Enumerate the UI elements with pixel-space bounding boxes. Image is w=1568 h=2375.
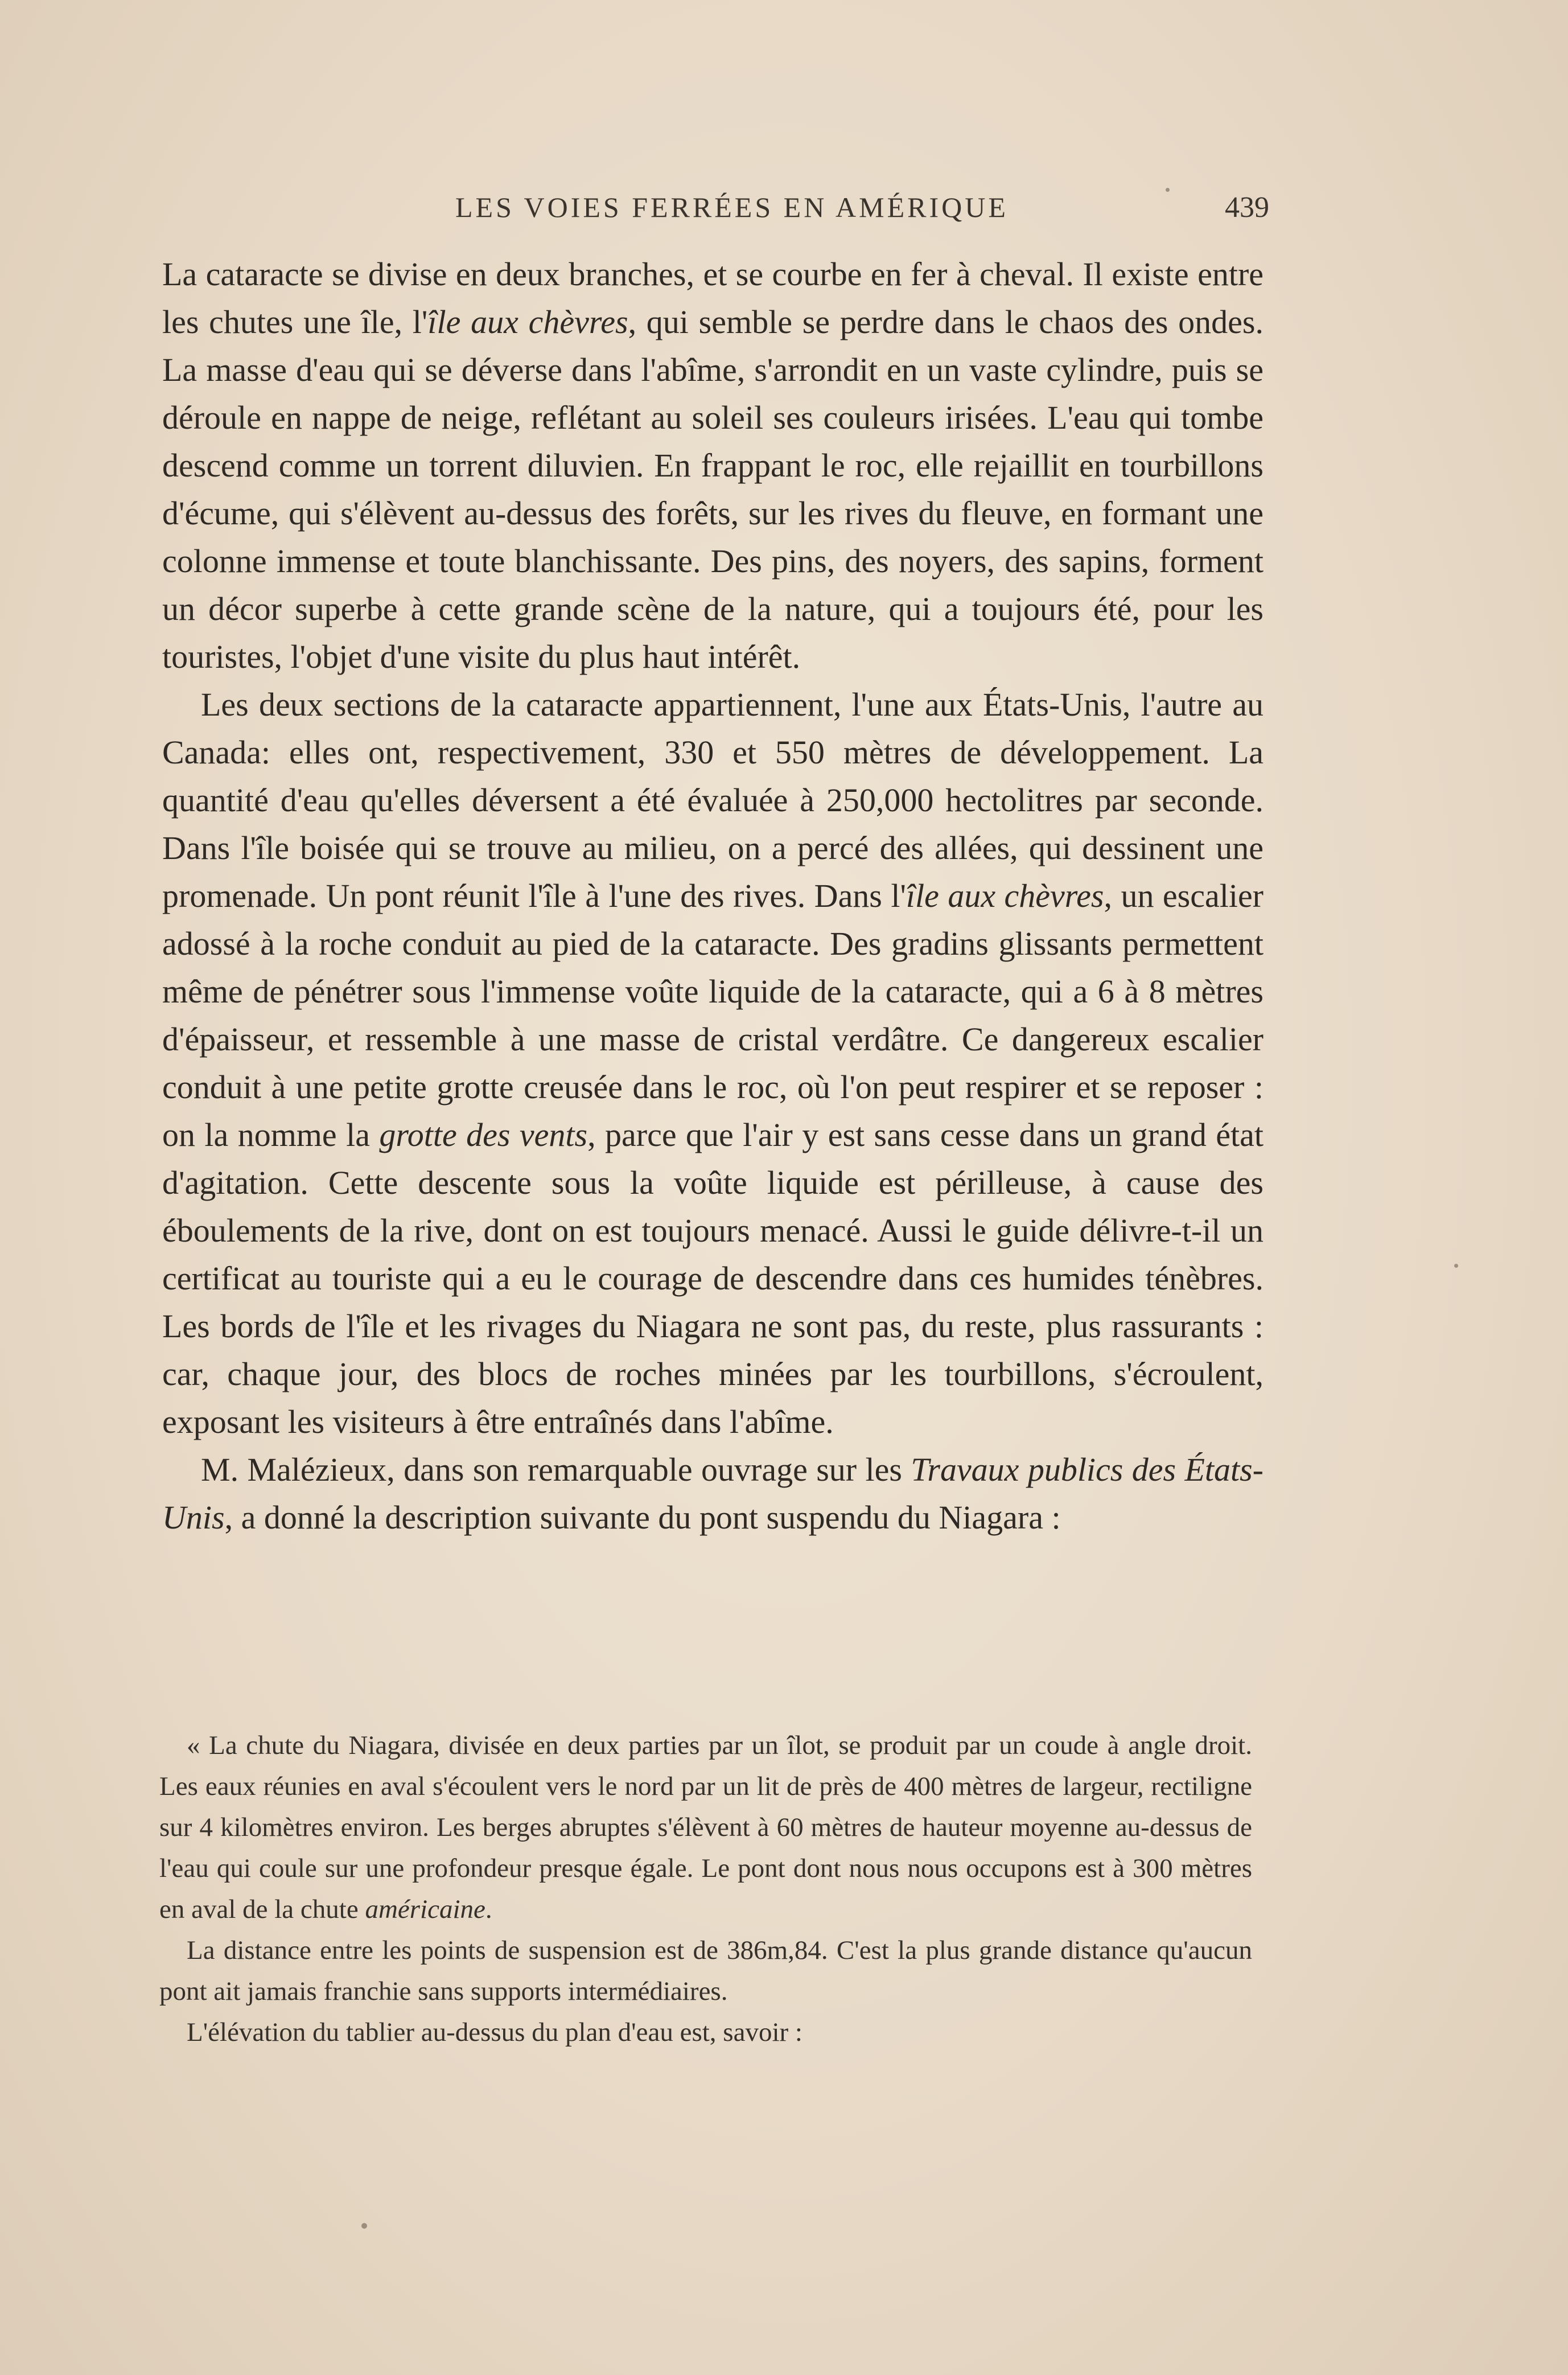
block-quote <box>159 1725 1252 2053</box>
page-number: 439 <box>1225 191 1269 224</box>
quote-1-text-a: « La chute du Niagara, divisée en deux parties par un îlot, se produit par un coude à angle droit. Les eaux réunies en aval s'écoulent vers le nord par un lit de près de 400 mètres de largeur, rectiligne sur 4 kilomètres environ. Les berges abruptes s'élèvent à 60 mètres de hauteur moyenne au-dessus de l'eau qui coule sur une profondeur presque égale. Le pont dont nous nous occupons est à 300 mètres en aval de la chute <box>159 1731 1252 1924</box>
quote-paragraph-2: La distance entre les points de suspension est de 386m,84. C'est la plus grande distance qu'aucun pont ait jamais franchie sans supports intermédiaires. <box>159 1936 1252 2006</box>
paragraph-1-text-a: La cataracte se divise en deux branches, et se courbe en fer à cheval. Il existe entre les chutes une île, l' <box>162 256 1264 340</box>
paragraph-2-text-c: , parce que l'air y est sans cesse dans un grand état d'agitation. Cette descente sous la voûte liquide est périlleuse, à cause des éboulements de la rive, dont on est toujours menacé. Aussi le guide délivre-t-il un certificat au touriste qui a eu le courage de descendre dans ces humides ténèbres. Les bords de l'île et les rivages du Niagara ne sont pas, du reste, plus rassurants : car, chaque jour, des blocs de roches minées par les tourbillons, s'écroulent, exposant les visiteurs à être entraînés dans l'abîme. <box>162 1116 1264 1440</box>
paragraph-3-italic: Travaux publics des États-Unis <box>162 1451 1264 1536</box>
body-text <box>162 250 1264 1542</box>
paragraph-2-italic-a: île aux chèvres <box>906 877 1104 914</box>
quote-1-italic: américaine <box>365 1895 485 1924</box>
paragraph-3-text-a: M. Malézieux, dans son remarquable ouvrage sur les <box>201 1451 911 1488</box>
paragraph-1-italic: île aux chèvres <box>427 303 628 340</box>
quote-1-text-b: . <box>485 1895 492 1924</box>
paragraph-1-text-b: , qui semble se perdre dans le chaos des ondes. La masse d'eau qui se déverse dans l'abîme, s'arrondit en un vaste cylindre, puis se déroule en nappe de neige, reflétant au soleil ses couleurs irisées. L'eau qui tombe descend comme un torrent diluvien. En frappant le roc, elle rejaillit en tourbillons d'écume, qui s'élèvent au-dessus des forêts, sur les rives du fleuve, en formant une colonne immense et toute blanchissante. Des pins, des noyers, des sapins, forment un décor superbe à cette grande scène de la nature, qui a toujours été, pour les touristes, l'objet d'une visite du plus haut intérêt. <box>162 303 1264 675</box>
quote-paragraph-3: L'élévation du tablier au-dessus du plan d'eau est, savoir : <box>187 2017 802 2047</box>
paragraph-3-text-b: , a donné la description suivante du pont suspendu du Niagara : <box>224 1499 1061 1536</box>
running-title: LES VOIES FERRÉES EN AMÉRIQUE <box>455 191 1009 223</box>
paragraph-3 <box>162 1446 1264 1542</box>
paper-speck <box>361 2223 367 2229</box>
paragraph-2 <box>162 681 1264 1446</box>
paper-speck <box>1454 1264 1458 1268</box>
paragraph-2-text-b: , un escalier adossé à la roche conduit au pied de la cataracte. Des gradins glissants permettent même de pénétrer sous l'immense voûte liquide de la cataracte, qui a 6 à 8 mètres d'épaisseur, et ressemble à une masse de cristal verdâtre. Ce dangereux escalier conduit à une petite grotte creusée dans le roc, où l'on peut respirer et se reposer : on la nomme la <box>162 877 1264 1153</box>
paragraph-2-italic-b: grotte des vents <box>379 1116 588 1153</box>
paragraph-1 <box>162 250 1264 681</box>
paragraph-2-text-a: Les deux sections de la cataracte appartiennent, l'une aux États-Unis, l'autre au Canada: elles ont, respectivement, 330 et 550 mètres de développement. La quantité d'eau qu'elles déversent a été évaluée à 250,000 hectolitres par seconde. Dans l'île boisée qui se trouve au milieu, on a percé des allées, qui dessinent une promenade. Un pont réunit l'île à l'une des rives. Dans l' <box>162 686 1264 914</box>
running-head <box>159 191 1269 231</box>
quote-paragraph-1 <box>159 1725 1252 1930</box>
paper-speck <box>1166 188 1170 192</box>
